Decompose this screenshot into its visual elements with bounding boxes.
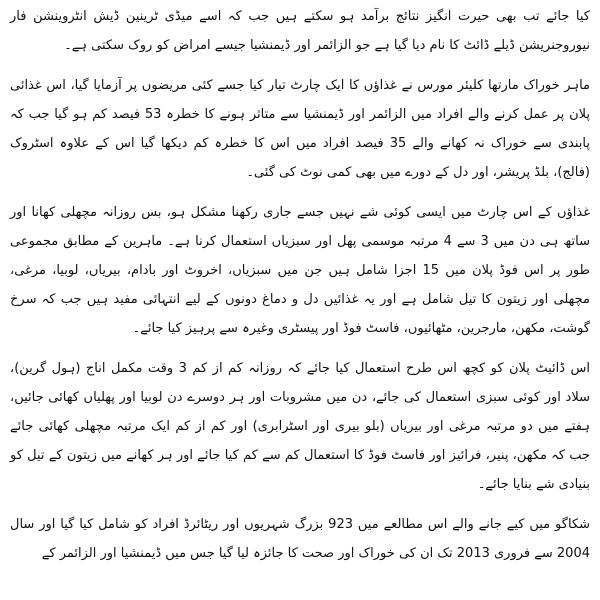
article-paragraph-4: اس ڈائیٹ پلان کو کچھ اس طرح استعمال کیا جائے کہ روزانہ کم از کم 3 وقت مکمل اناج (ہول گرین)، سلاد اور کوئی سبزی استعمال کی جائے، دن میں مشروبات اور ہر دوسرے دن لوبیا اور پھلیاں کھائی جائیں، ہفتے میں دو مرتبہ مرغی اور بیریاں (بلو بیری اور اسٹرابری) اور کم از کم ایک مرتبہ مچھلی کھائی جائے جب کہ مکھن، پنیر، فرائیز اور فاسٹ فوڈ کا استعمال کم سے کم کیا جائے اور ہر کھانے میں زیتون کے تیل کو بنیادی شے بنایا جائے۔ [10, 361, 591, 492]
article-paragraph-1: کیا جائے تب بھی حیرت انگیز نتائج برآمد ہو سکتے ہیں جب کہ اسے میڈی ٹرینین ڈیش انٹروینشن فار نیوروجنریشن ڈیلے ڈائٹ کا نام دیا گیا ہے جو الزائمر اور ڈیمنشیا جیسے امراض کو روک سکتی ہے۔ [10, 9, 590, 53]
article-paragraph-3: غذاؤں کے اس چارٹ میں ایسی کوئی شے نہیں جسے جاری رکھنا مشکل ہو، بس روزانہ مچھلی کھانا اور ساتھ ہی دن میں 3 سے 4 مرتبہ موسمی پھل اور سبزیاں استعمال کرنا ہے۔ ماہرین کے مطابق مجموعی طور پر اس فوڈ پلان میں 15 اجزا شامل ہیں جن میں سبزیاں، اخروٹ اور بادام، بیریاں، لوبیا، مرغی، مچھلی اور زیتون کا تیل شامل ہے اور یہ غذائیں دل و دماغ دونوں کے لیے انتہائی مفید ہیں جب کہ سرخ گوشت، مکھن، مارجرین، مٹھائیوں، فاسٹ فوڈ اور پیسٹری وغیرہ سے پرہیز کیا جائے۔ [10, 205, 590, 336]
article-paragraph-5: شکاگو میں کیے جانے والے اس مطالعے میں 923 بزرگ شہریوں اور ریٹائرڈ افراد کو شامل کیا گیا اور سال 2004 سے فروری 2013 تک ان کی خوراک اور صحت کا جائزہ لیا گیا جس میں ڈیمنشیا اور الزائمر کے [10, 517, 590, 561]
article-paragraph-2: ماہر خوراک مارتھا کلیئر مورس نے غذاؤں کا ایک چارٹ تیار کیا جسے کئی مریضوں پر آزمایا گیا، اس غذائی پلان پر عمل کرنے والے افراد میں الزائمر اور ڈیمنشیا سے متاثر ہونے کا خطرہ 53 فیصد کم ہو گیا جب کہ پابندی سے خوراک نہ کھانے والے 35 فیصد افراد میں اس کا خطرہ کم دیکھا گیا اس کے علاوہ اسٹروک (فالج)، بلڈ پریشر، اور دل کے دورے میں بھی کمی نوٹ کی گئی۔ [10, 78, 591, 180]
article-body [10, 0, 590, 568]
